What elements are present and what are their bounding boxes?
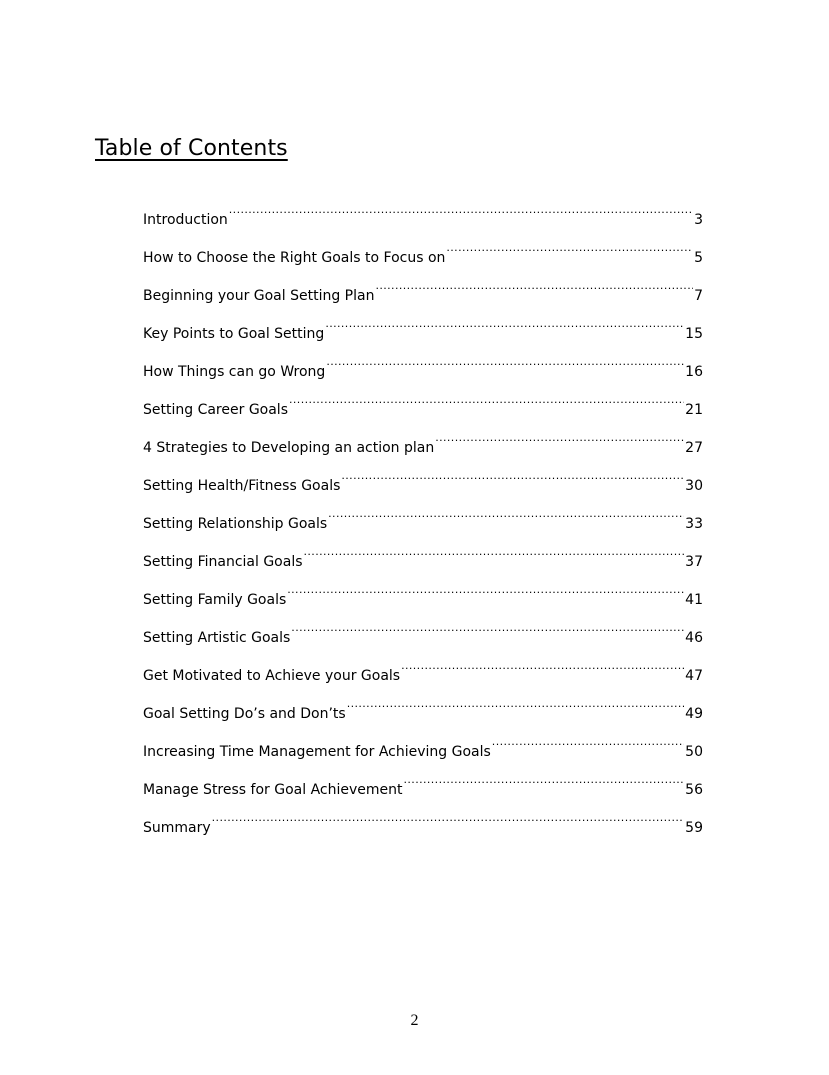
toc-entry bbox=[143, 384, 703, 422]
toc-entry bbox=[143, 194, 703, 232]
toc-entry bbox=[143, 650, 703, 688]
toc-entry-page: 37 bbox=[685, 554, 703, 570]
toc-leader-dots bbox=[287, 574, 684, 604]
toc-entry bbox=[143, 460, 703, 498]
toc-entry bbox=[143, 270, 703, 308]
toc-entry-label: Beginning your Goal Setting Plan bbox=[143, 288, 375, 304]
page-title: Table of Contents bbox=[95, 136, 288, 161]
toc-entry-page: 59 bbox=[685, 820, 703, 836]
toc-list bbox=[143, 194, 703, 840]
toc-entry-page: 47 bbox=[685, 668, 703, 684]
toc-entry-label: How to Choose the Right Goals to Focus on bbox=[143, 250, 446, 266]
toc-entry bbox=[143, 232, 703, 270]
toc-leader-dots bbox=[289, 384, 684, 414]
toc-entry-label: Setting Artistic Goals bbox=[143, 630, 291, 646]
toc-leader-dots bbox=[341, 460, 684, 490]
toc-entry-label: Introduction bbox=[143, 212, 228, 228]
toc-entry-label: Summary bbox=[143, 820, 211, 836]
toc-entry-page: 50 bbox=[685, 744, 703, 760]
toc-leader-dots bbox=[291, 612, 684, 642]
toc-entry-label: Manage Stress for Goal Achievement bbox=[143, 782, 403, 798]
toc-entry-label: Get Motivated to Achieve your Goals bbox=[143, 668, 401, 684]
toc-entry-label: How Things can go Wrong bbox=[143, 364, 326, 380]
toc-entry-label: 4 Strategies to Developing an action plan bbox=[143, 440, 435, 456]
toc-entry-page: 27 bbox=[685, 440, 703, 456]
toc-entry-label: Goal Setting Do’s and Don’ts bbox=[143, 706, 346, 722]
toc-entry-page: 41 bbox=[685, 592, 703, 608]
toc-leader-dots bbox=[212, 802, 685, 832]
toc-entry bbox=[143, 688, 703, 726]
toc-entry bbox=[143, 346, 703, 384]
toc-entry-page: 3 bbox=[694, 212, 703, 228]
toc-entry bbox=[143, 726, 703, 764]
toc-entry-label: Setting Financial Goals bbox=[143, 554, 303, 570]
toc-leader-dots bbox=[229, 194, 693, 224]
toc-leader-dots bbox=[404, 764, 685, 794]
toc-entry-page: 7 bbox=[694, 288, 703, 304]
toc-entry-label: Setting Career Goals bbox=[143, 402, 288, 418]
toc-leader-dots bbox=[304, 536, 685, 566]
page-number: 2 bbox=[410, 1012, 419, 1029]
toc-entry-page: 21 bbox=[685, 402, 703, 418]
toc-entry bbox=[143, 612, 703, 650]
toc-leader-dots bbox=[492, 726, 684, 756]
toc-entry bbox=[143, 422, 703, 460]
toc-entry-page: 15 bbox=[685, 326, 703, 342]
toc-leader-dots bbox=[328, 498, 684, 528]
toc-entry bbox=[143, 764, 703, 802]
toc-entry bbox=[143, 498, 703, 536]
toc-leader-dots bbox=[401, 650, 684, 680]
toc-entry-page: 49 bbox=[685, 706, 703, 722]
toc-entry bbox=[143, 536, 703, 574]
toc-leader-dots bbox=[325, 308, 684, 338]
toc-leader-dots bbox=[446, 232, 693, 262]
toc-entry-label: Setting Health/Fitness Goals bbox=[143, 478, 341, 494]
toc-leader-dots bbox=[435, 422, 684, 452]
toc-entry-label: Setting Family Goals bbox=[143, 592, 287, 608]
toc-entry-page: 5 bbox=[694, 250, 703, 266]
toc-entry-label: Increasing Time Management for Achieving Goals bbox=[143, 744, 491, 760]
toc-leader-dots bbox=[347, 688, 684, 718]
toc-entry bbox=[143, 308, 703, 346]
toc-entry-page: 16 bbox=[685, 364, 703, 380]
toc-entry-page: 46 bbox=[685, 630, 703, 646]
toc-entry-page: 33 bbox=[685, 516, 703, 532]
toc-entry bbox=[143, 574, 703, 612]
toc-entry-label: Setting Relationship Goals bbox=[143, 516, 328, 532]
toc-leader-dots bbox=[326, 346, 684, 376]
toc-entry-page: 30 bbox=[685, 478, 703, 494]
toc-entry-label: Key Points to Goal Setting bbox=[143, 326, 325, 342]
toc-leader-dots bbox=[375, 270, 693, 300]
toc-entry-page: 56 bbox=[685, 782, 703, 798]
toc-entry bbox=[143, 802, 703, 840]
